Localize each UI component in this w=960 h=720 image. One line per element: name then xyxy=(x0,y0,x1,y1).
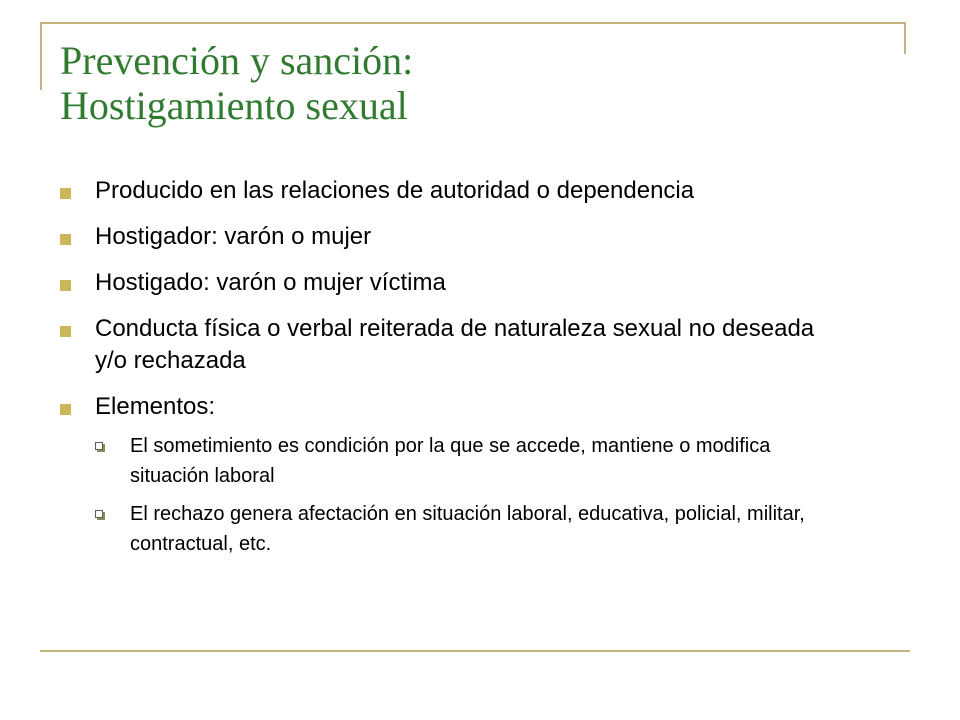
slide-title-line-2: Hostigamiento sexual xyxy=(60,83,408,128)
bullet-item xyxy=(60,175,840,207)
sub-bullet-text: El rechazo genera afectación en situación laboral, educativa, policial, militar, contractual, etc. xyxy=(130,503,805,555)
bullet-text: Producido en las relaciones de autoridad o dependencia xyxy=(95,177,695,204)
bullet-text: Hostigado: varón o mujer víctima xyxy=(95,269,446,296)
slide-title xyxy=(60,38,900,128)
frame-line-right xyxy=(904,22,906,54)
bullet-item xyxy=(60,221,840,253)
square-bullet-icon xyxy=(60,188,71,199)
bullet-item xyxy=(60,313,840,377)
sub-bullet-text: El sometimiento es condición por la que se accede, mantiene o modifica situación laboral xyxy=(130,435,771,487)
square-bullet-icon xyxy=(60,404,71,415)
sub-bullet-item xyxy=(60,499,840,559)
bullet-list xyxy=(60,175,840,567)
frame-line-top xyxy=(40,22,905,24)
sub-bullet-list xyxy=(60,431,840,559)
bullet-text: Conducta física o verbal reiterada de naturaleza sexual no deseada y/o rechazada xyxy=(95,315,815,374)
square-bullet-icon xyxy=(60,326,71,337)
hollow-square-bullet-icon xyxy=(95,442,103,450)
square-bullet-icon xyxy=(60,280,71,291)
square-bullet-icon xyxy=(60,234,71,245)
bullet-item xyxy=(60,391,840,423)
frame-line-bottom xyxy=(40,650,910,652)
bullet-text: Elementos: xyxy=(95,393,216,420)
bullet-text: Hostigador: varón o mujer xyxy=(95,223,372,250)
frame-line-left xyxy=(40,22,42,90)
hollow-square-bullet-icon xyxy=(95,510,103,518)
sub-bullet-item xyxy=(60,431,840,491)
bullet-item xyxy=(60,267,840,299)
slide-title-line-1: Prevención y sanción: xyxy=(60,38,414,83)
